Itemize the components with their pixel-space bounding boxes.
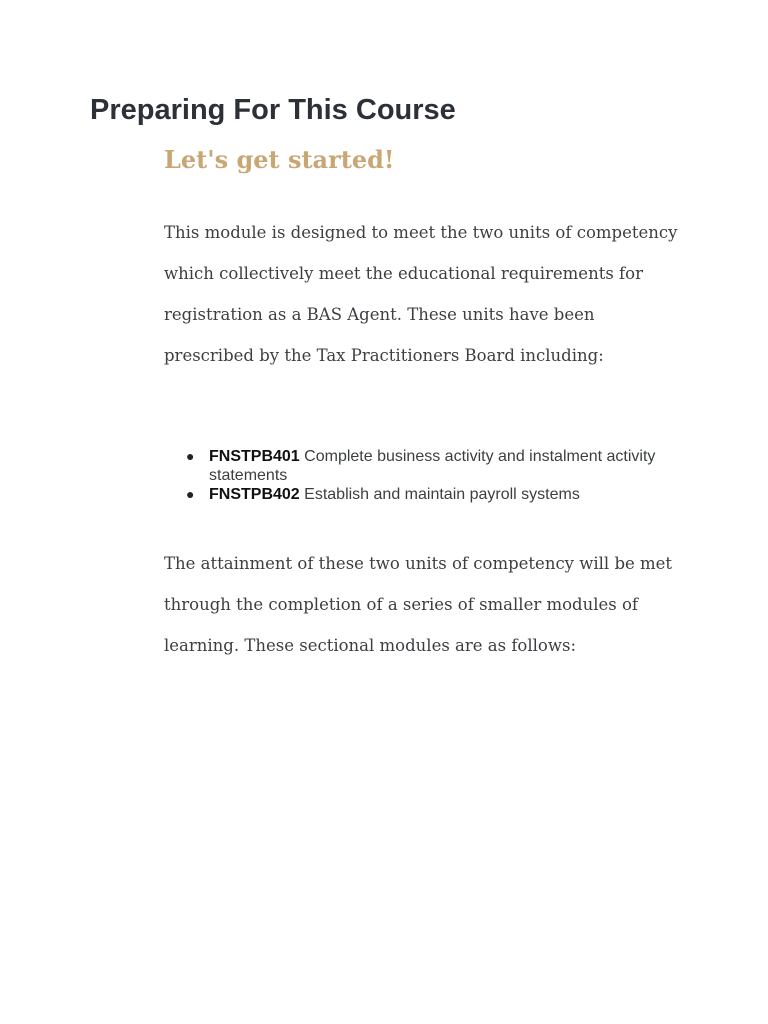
list-item [186, 447, 684, 485]
bullet-icon: ● [186, 448, 195, 464]
list-item [186, 485, 684, 504]
unit-description: Establish and maintain payroll systems [304, 486, 580, 503]
section-subtitle: Let's get started! [164, 145, 395, 174]
unit-code: FNSTPB402 [209, 486, 300, 503]
unit-code: FNSTPB401 [209, 448, 300, 465]
page-title: Preparing For This Course [90, 94, 456, 126]
intro-paragraph: This module is designed to meet the two units of competency which collectively meet the educational requirements for registration as a BAS Agent. These units have been prescribed by the Tax Practitioners Board including: [164, 223, 678, 365]
units-of-competency-list [164, 447, 684, 504]
bullet-icon: ● [186, 486, 195, 502]
course-content [164, 140, 684, 666]
unit-description: Complete business activity and instalment activity statements [209, 448, 656, 484]
outro-paragraph: The attainment of these two units of competency will be met through the completion of a series of smaller modules of learning. These sectional modules are as follows: [164, 554, 673, 655]
